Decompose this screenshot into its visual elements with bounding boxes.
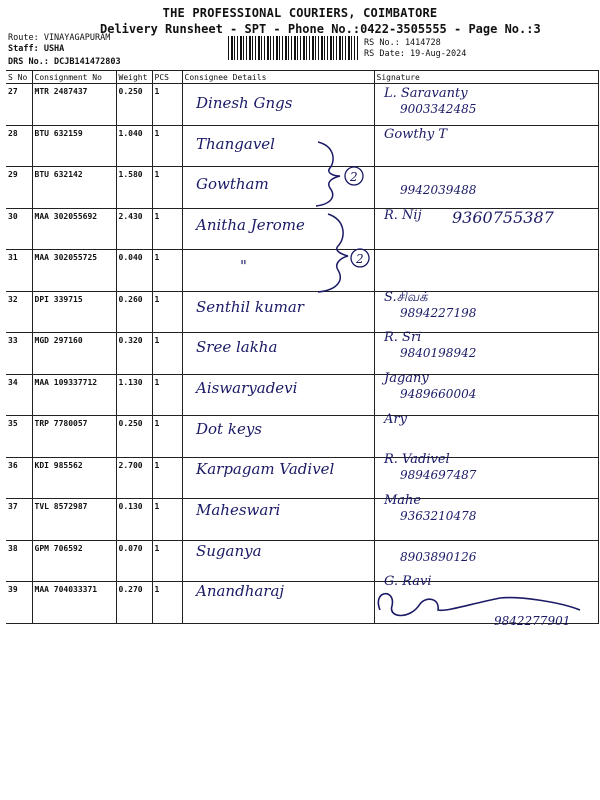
- table-row: [6, 125, 598, 167]
- row-weight: 0.260: [116, 291, 152, 333]
- row-weight: 1.580: [116, 167, 152, 209]
- table-row: [6, 540, 598, 582]
- row-weight: 0.270: [116, 582, 152, 624]
- barcode: [228, 36, 358, 60]
- row-consignment: MGD 297160: [32, 333, 116, 375]
- row-weight: 0.130: [116, 499, 152, 541]
- table-row: [6, 374, 598, 416]
- signature-name: G. Ravi: [384, 574, 432, 590]
- row-sno: 30: [6, 208, 32, 250]
- row-pcs: 1: [152, 125, 182, 167]
- runsheet-subtitle: Delivery Runsheet - SPT - Phone No.:0422-3505555 - Page No.:3: [100, 22, 541, 36]
- row-consignment: KDI 985562: [32, 457, 116, 499]
- row-pcs: 1: [152, 208, 182, 250]
- signature-name: Mahe: [384, 493, 422, 508]
- route: Route: VINAYAGAPURAM: [8, 33, 111, 43]
- row-sno: 33: [6, 333, 32, 375]
- signature-name: R. Vadivel: [384, 452, 450, 468]
- row-consignment: BTU 632142: [32, 167, 116, 209]
- signature-phone: 9489660004: [400, 386, 477, 401]
- row-weight: 0.040: [116, 250, 152, 292]
- signature-phone: 9360755387: [452, 208, 554, 228]
- row-sno: 36: [6, 457, 32, 499]
- table-header: [6, 71, 598, 84]
- row-sno: 31: [6, 250, 32, 292]
- table-row: [6, 167, 598, 209]
- row-consignee-cell: [182, 250, 374, 292]
- row-sno: 27: [6, 84, 32, 126]
- row-consignment: MAA 302055692: [32, 208, 116, 250]
- signature-name: R. Sri: [384, 330, 422, 346]
- drs-no: DRS No.: DCJB141472803: [8, 57, 121, 67]
- row-weight: 1.040: [116, 125, 152, 167]
- row-sno: 32: [6, 291, 32, 333]
- row-pcs: 1: [152, 416, 182, 458]
- row-consignment: BTU 632159: [32, 125, 116, 167]
- consignee-name: Karpagam Vadivel: [196, 460, 335, 479]
- row-pcs: 1: [152, 333, 182, 375]
- signature-name: Jagany: [384, 370, 429, 386]
- col-consignment: Consignment No: [32, 71, 116, 84]
- signature-phone: 9840198942: [400, 346, 477, 361]
- company-title: THE PROFESSIONAL COURIERS, COIMBATORE: [162, 6, 438, 20]
- row-sno: 39: [6, 582, 32, 624]
- signature-name: Ary: [384, 411, 407, 427]
- col-consignee: Consignee Details: [182, 71, 374, 84]
- consignee-name: Maheswari: [196, 501, 281, 519]
- signature-phone: 9942039488: [400, 183, 477, 198]
- staff: Staff: USHA: [8, 44, 65, 54]
- row-consignment: MAA 704033371: [32, 582, 116, 624]
- signature-phone: 9363210478: [400, 509, 477, 523]
- row-weight: 2.430: [116, 208, 152, 250]
- row-weight: 0.250: [116, 416, 152, 458]
- row-pcs: 1: [152, 291, 182, 333]
- signature-phone: 9842277901: [494, 614, 571, 629]
- row-sno: 38: [6, 540, 32, 582]
- row-pcs: 1: [152, 540, 182, 582]
- row-consignment: GPM 706592: [32, 540, 116, 582]
- row-consignment: TRP 7780057: [32, 416, 116, 458]
- row-weight: 0.320: [116, 333, 152, 375]
- row-pcs: 1: [152, 250, 182, 292]
- row-signature-cell: [374, 250, 598, 292]
- signature-phone: 9003342485: [400, 102, 477, 116]
- row-sno: 29: [6, 167, 32, 209]
- table-row: [6, 84, 598, 126]
- row-signature-cell: [374, 416, 598, 458]
- row-pcs: 1: [152, 499, 182, 541]
- rs-date: RS Date: 19-Aug-2024: [364, 49, 467, 59]
- signature-name: L. Saravanty: [384, 86, 468, 101]
- signature-phone: 9894697487: [400, 468, 477, 483]
- row-pcs: 1: [152, 84, 182, 126]
- row-sno: 37: [6, 499, 32, 541]
- col-pcs: PCS: [152, 71, 182, 84]
- row-pcs: 1: [152, 374, 182, 416]
- consignee-name: Anandharaj: [196, 582, 285, 601]
- circle-mark-label: 2: [356, 252, 364, 266]
- circle-mark-label: 2: [350, 170, 358, 184]
- row-sno: 35: [6, 416, 32, 458]
- table-row: [6, 333, 598, 375]
- row-weight: 0.250: [116, 84, 152, 126]
- row-consignment: DPI 339715: [32, 291, 116, 333]
- row-consignment: MAA 109337712: [32, 374, 116, 416]
- consignee-name: Anitha Jerome: [196, 216, 305, 235]
- row-consignment: MAA 302055725: [32, 250, 116, 292]
- col-signature: Signature: [374, 71, 598, 84]
- runsheet-table: [6, 70, 599, 624]
- row-consignment: MTR 2487437: [32, 84, 116, 126]
- table-row: [6, 416, 598, 458]
- table-row: [6, 250, 598, 292]
- consignee-name: Sree lakha: [196, 338, 278, 357]
- row-weight: 0.070: [116, 540, 152, 582]
- signature-name: R. Nij: [384, 208, 422, 224]
- consignee-name: Suganya: [196, 541, 262, 560]
- signature-name: Gowthy T: [384, 126, 448, 142]
- consignee-name: Aiswaryadevi: [196, 378, 298, 397]
- row-weight: 2.700: [116, 457, 152, 499]
- row-sno: 34: [6, 374, 32, 416]
- consignee-name: Dot keys: [196, 419, 262, 438]
- row-pcs: 1: [152, 582, 182, 624]
- signature-name: S.சிவக்: [384, 289, 428, 305]
- signature-phone: 9894227198: [400, 305, 477, 320]
- table-row: [6, 499, 598, 541]
- consignee-name: Dinesh Gngs: [196, 94, 293, 112]
- signature-phone: 8903890126: [400, 549, 477, 564]
- consignee-name: ": [240, 256, 247, 275]
- row-consignment: TVL 8572987: [32, 499, 116, 541]
- rs-no: RS No.: 1414728: [364, 38, 441, 48]
- consignee-name: Thangavel: [196, 134, 275, 153]
- consignee-name: Gowtham: [196, 175, 269, 194]
- col-sno: S No: [6, 71, 32, 84]
- consignee-name: Senthil kumar: [196, 297, 304, 316]
- col-weight: Weight: [116, 71, 152, 84]
- row-weight: 1.130: [116, 374, 152, 416]
- row-pcs: 1: [152, 167, 182, 209]
- row-pcs: 1: [152, 457, 182, 499]
- row-sno: 28: [6, 125, 32, 167]
